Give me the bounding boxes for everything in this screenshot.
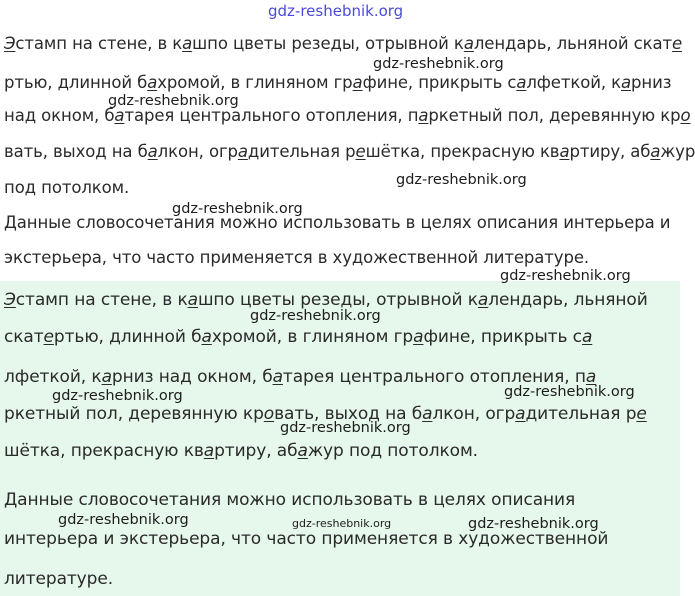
text-segment: ркетный пол, деревянную кр	[4, 404, 264, 424]
marked-vowel: а	[114, 106, 125, 125]
text-line	[4, 490, 575, 510]
marked-vowel: а	[515, 404, 526, 424]
watermark-text: gdz-reshebnik.org	[280, 420, 411, 436]
marked-vowel: а	[187, 290, 198, 310]
text-segment: интерьера и экстерьера, что часто применяется в художественной	[4, 529, 609, 549]
text-segment: хромой, в глиняном гр	[157, 73, 353, 92]
marked-vowel: е	[43, 327, 54, 347]
text-segment: жур под потолком.	[307, 441, 478, 461]
marked-vowel: а	[559, 142, 570, 161]
watermark-text: gdz-reshebnik.org	[396, 172, 527, 188]
watermark-text: gdz-reshebnik.org	[373, 56, 504, 72]
marked-vowel: а	[201, 327, 212, 347]
text-segment: фине, прикрыть с	[423, 327, 582, 347]
watermark-header: gdz-reshebnik.org	[268, 2, 404, 20]
marked-vowel: а	[422, 404, 433, 424]
text-segment: экстерьера, что часто применяется в художественной литературе.	[4, 248, 590, 267]
marked-vowel: а	[147, 142, 158, 161]
watermark-text: gdz-reshebnik.org	[292, 517, 392, 530]
text-segment: под потолком.	[4, 178, 130, 197]
text-segment: лкон, огр	[432, 404, 516, 424]
text-segment: шпо цветы резеды, отрывной к	[197, 290, 478, 310]
text-segment: лфеткой, к	[4, 367, 102, 387]
text-segment: ртью, длинной б	[53, 327, 202, 347]
text-segment: шётка, прекрасную кв	[365, 142, 560, 161]
watermark-text: gdz-reshebnik.org	[468, 516, 599, 532]
watermark-text: gdz-reshebnik.org	[504, 384, 635, 400]
marked-vowel: а	[352, 73, 363, 92]
watermark-text: gdz-reshebnik.org	[58, 512, 189, 528]
text-segment: скат	[4, 327, 44, 347]
text-line	[4, 441, 478, 461]
watermark-text: gdz-reshebnik.org	[250, 308, 381, 324]
marked-vowel: а	[101, 367, 112, 387]
text-segment: шётка, прекрасную кв	[4, 441, 204, 461]
marked-vowel: а	[297, 441, 308, 461]
text-line	[4, 327, 592, 347]
text-line	[4, 34, 682, 54]
marked-vowel: а	[463, 34, 474, 53]
marked-vowel: е	[672, 34, 683, 53]
text-segment: тарея центрального отопления, п	[282, 367, 586, 387]
text-line	[4, 142, 695, 162]
text-line	[4, 106, 690, 126]
watermark-text: gdz-reshebnik.org	[108, 93, 239, 109]
marked-vowel: а	[203, 441, 215, 461]
text-segment: дительная р	[525, 404, 637, 424]
marked-vowel: а	[147, 73, 158, 92]
marked-vowel: о	[263, 404, 275, 424]
text-line	[4, 213, 670, 233]
text-line	[4, 569, 113, 589]
text-segment: дительная р	[247, 142, 356, 161]
text-segment: шпо цветы резеды, отрывной к	[192, 34, 464, 53]
text-segment: хромой, в глиняном гр	[211, 327, 414, 347]
marked-vowel: а	[413, 327, 424, 347]
text-segment: Данные словосочетания можно использовать в целях описания интерьера и	[4, 213, 671, 232]
marked-vowel: а	[621, 73, 632, 92]
text-segment: ртиру, аб	[214, 441, 298, 461]
watermark-text: gdz-reshebnik.org	[52, 388, 183, 404]
marked-vowel: Э	[4, 34, 16, 53]
text-segment: стамп на стене, в к	[15, 34, 183, 53]
marked-vowel: е	[355, 142, 366, 161]
marked-vowel: а	[650, 142, 661, 161]
text-segment: литературе.	[4, 569, 114, 589]
text-segment: лендарь, льняной	[488, 290, 648, 310]
marked-vowel: Э	[4, 290, 16, 310]
text-segment: лфеткой, к	[526, 73, 622, 92]
marked-vowel: а	[585, 367, 597, 387]
marked-vowel: а	[182, 34, 193, 53]
watermark-text: gdz-reshebnik.org	[172, 201, 303, 217]
text-segment: ркетный пол, деревянную кр	[428, 106, 681, 125]
marked-vowel: а	[237, 142, 248, 161]
text-segment: стамп на стене, в к	[15, 290, 188, 310]
text-segment: ртиру, аб	[569, 142, 651, 161]
text-segment: рниз над окном, б	[111, 367, 273, 387]
text-line	[4, 529, 608, 549]
marked-vowel: а	[477, 290, 489, 310]
text-line	[4, 290, 648, 310]
text-line	[4, 73, 671, 93]
marked-vowel: о	[680, 106, 691, 125]
watermark-text: gdz-reshebnik.org	[500, 268, 631, 284]
text-line	[4, 178, 129, 198]
text-segment: лкон, огр	[157, 142, 238, 161]
text-segment: лендарь, льняной скат	[473, 34, 673, 53]
marked-vowel: а	[516, 73, 527, 92]
marked-vowel: а	[581, 327, 593, 347]
text-segment: жур	[660, 142, 695, 161]
text-segment: вать, выход на б	[274, 404, 423, 424]
text-segment: над окном, б	[4, 106, 115, 125]
text-segment: фине, прикрыть с	[362, 73, 517, 92]
marked-vowel: а	[272, 367, 283, 387]
text-segment: Данные словосочетания можно использовать в целях описания	[4, 490, 576, 510]
text-segment: вать, выход на б	[4, 142, 148, 161]
text-line	[4, 248, 589, 268]
marked-vowel: а	[418, 106, 429, 125]
text-segment: тарея центрального отопления, п	[124, 106, 419, 125]
marked-vowel: е	[636, 404, 647, 424]
text-segment: рниз	[631, 73, 672, 92]
text-segment: ртью, длинной б	[4, 73, 148, 92]
